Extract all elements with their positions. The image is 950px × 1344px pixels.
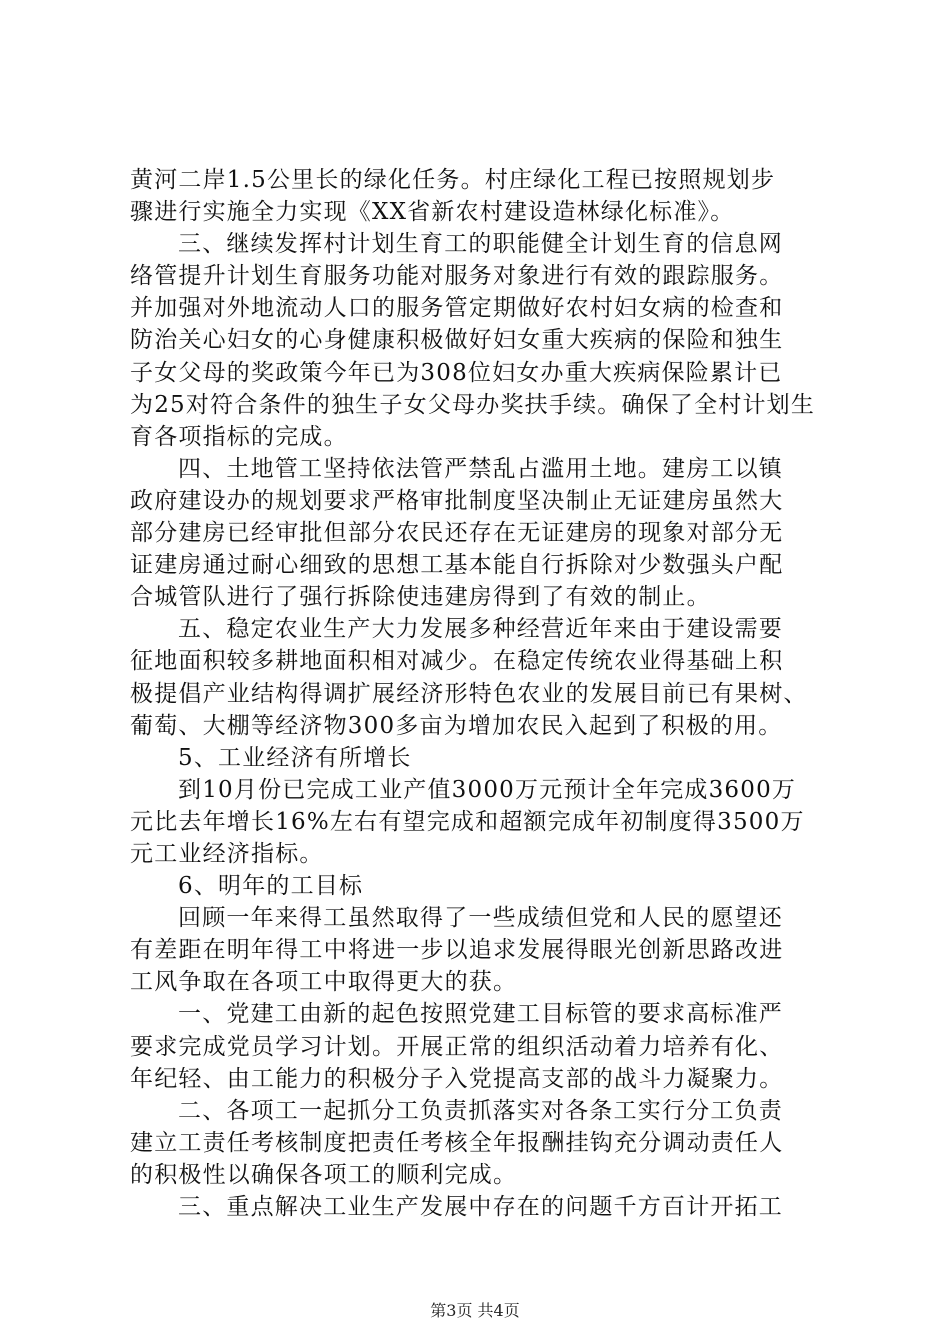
text-line: 二、各项工一起抓分工负责抓落实对各条工实行分工负责 [178,1097,783,1124]
text-line: 育各项指标的完成。 [130,423,348,450]
text-line: 黄河二岸1.5公里长的绿化任务。村庄绿化工程已按照规划步 [130,167,776,193]
text-line: 合城管队进行了强行拆除使违建房得到了有效的制止。 [130,584,711,611]
text-line: 三、继续发挥村计划生育工的职能健全计划生育的信息网 [178,231,783,258]
text-line: 政府建设办的规划要求严格审批制度坚决制止无证建房虽然大 [130,487,784,514]
text-line: 并加强对外地流动人口的服务管定期做好农村妇女病的检查和 [130,295,784,322]
text-line: 征地面积较多耕地面积相对减少。在稳定传统农业得基础上积 [130,648,784,675]
text-line: 6、明年的工目标 [178,873,364,900]
text-line: 三、重点解决工业生产发展中存在的问题千方百计开拓工 [178,1194,783,1220]
text-line: 年纪轻、由工能力的积极分子入党提高支部的战斗力凝聚力。 [130,1065,784,1092]
text-line: 回顾一年来得工虽然取得了一些成绩但党和人民的愿望还 [178,905,783,932]
text-line: 一、党建工由新的起色按照党建工目标管的要求高标准严 [178,1001,783,1028]
text-line: 元比去年增长16%左右有望完成和超额完成年初制度得3500万 [130,808,805,835]
text-line: 防治关心妇女的心身健康积极做好妇女重大疾病的保险和独生 [130,327,784,354]
page-footer: 第3页 共4页 [430,1301,520,1320]
text-line: 子女父母的奖政策今年已为308位妇女办重大疾病保险累计已 [130,359,783,386]
text-line: 络管提升计划生育服务功能对服务对象进行有效的跟踪服务。 [130,263,784,290]
text-line: 有差距在明年得工中将进一步以追求发展得眼光创新思路改进 [130,937,784,964]
text-line: 元工业经济指标。 [130,840,324,867]
text-line: 五、稳定农业生产大力发展多种经营近年来由于建设需要 [178,616,783,643]
text-line: 部分建房已经审批但部分农民还存在无证建房的现象对部分无 [130,520,784,547]
text-line: 建立工责任考核制度把责任考核全年报酬挂钩充分调动责任人 [130,1129,784,1156]
text-line: 为25对符合条件的独生子女父母办奖扶手续。确保了全村计划生 [130,391,816,418]
text-line: 5、工业经济有所增长 [178,744,412,771]
text-line: 要求完成党员学习计划。开展正常的组织活动着力培养有化、 [130,1033,784,1060]
text-line: 的积极性以确保各项工的顺利完成。 [130,1161,518,1188]
text-line: 工风争取在各项工中取得更大的获。 [130,969,518,996]
text-line: 到10月份已完成工业产值3000万元预计全年完成3600万 [178,776,797,803]
text-line: 葡萄、大棚等经济物300多亩为增加农民入起到了积极的用。 [130,712,783,739]
text-line: 极提倡产业结构得调扩展经济形特色农业的发展目前已有果树、 [130,680,808,707]
text-line: 四、土地管工坚持依法管严禁乱占滥用土地。建房工以镇 [178,455,783,482]
text-line: 证建房通过耐心细致的思想工基本能自行拆除对少数强头户配 [130,552,784,579]
document-body [130,164,850,1223]
text-line: 骤进行实施全力实现《XX省新农村建设造林绿化标准》。 [130,199,735,226]
